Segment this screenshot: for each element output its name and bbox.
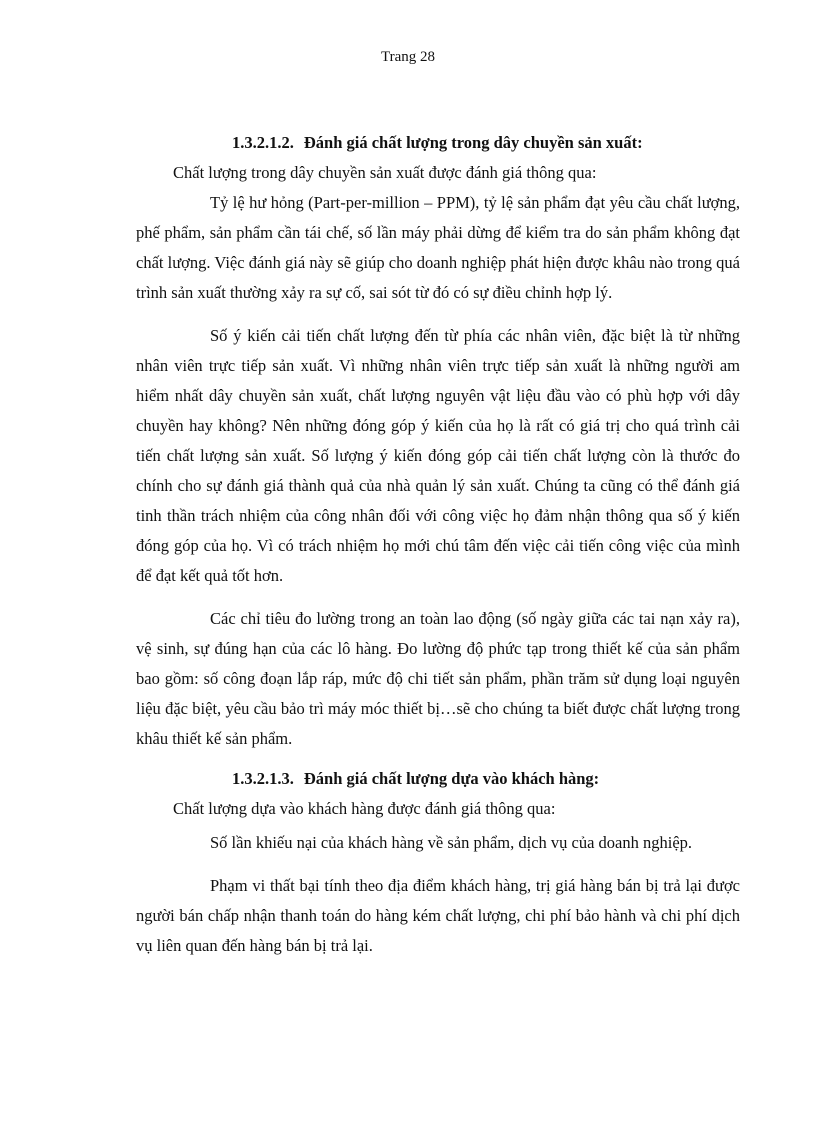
paragraph-complaints: Số lần khiếu nại của khách hàng về sản phẩm, dịch vụ của doanh nghiệp. xyxy=(210,833,693,852)
section-lead: Chất lượng dựa vào khách hàng được đánh giá thông qua: xyxy=(173,799,556,818)
paragraph-defect-rate: Tỷ lệ hư hỏng (Part-per-million – PPM), tỷ lệ sản phẩm đạt yêu cầu chất lượng, phế phẩm, sản phẩm cần tái chế, số lần máy phải dừng để kiểm tra do sản phẩm không đạt chất lượng. Việc đánh giá này sẽ giúp cho doanh nghiệp phát hiện được khâu nào trong quá trình sản xuất thường xảy ra sự cố, sai sót từ đó có sự điều chỉnh hợp lý. xyxy=(136,193,740,302)
section-lead: Chất lượng trong dây chuyền sản xuất được đánh giá thông qua: xyxy=(173,163,597,182)
paragraph-returns: Phạm vi thất bại tính theo địa điểm khách hàng, trị giá hàng bán bị trả lại được người bán chấp nhận thanh toán do hàng kém chất lượng, chi phí bảo hành và chi phí dịch vụ liên quan đến hàng bán bị trả lại. xyxy=(136,876,740,955)
section-heading-1-3-2-1-2 xyxy=(136,128,740,158)
section-heading-1-3-2-1-3 xyxy=(136,764,740,794)
section-title: Đánh giá chất lượng dựa vào khách hàng: xyxy=(303,769,600,788)
section-number: 1.3.2.1.3. xyxy=(232,769,294,788)
page-number-header: Trang 28 xyxy=(380,49,436,65)
document-body xyxy=(136,128,740,961)
paragraph-safety-design-metrics: Các chỉ tiêu đo lường trong an toàn lao động (số ngày giữa các tai nạn xảy ra), vệ sinh, sự đúng hạn của các lô hàng. Đo lường độ phức tạp trong thiết kế của sản phẩm bao gồm: số công đoạn lắp ráp, mức độ chi tiết sản phẩm, phần trăm sử dụng loại nguyên liệu đặc biệt, yêu cầu bảo trì máy móc thiết bị…sẽ cho chúng ta biết được chất lượng trong khâu thiết kế sản phẩm. xyxy=(136,609,740,748)
paragraph-improvement-ideas: Số ý kiến cải tiến chất lượng đến từ phía các nhân viên, đặc biệt là từ những nhân viên trực tiếp sản xuất. Vì những nhân viên trực tiếp sản xuất là những người am hiểm nhất dây chuyền sản xuất, chất lượng nguyên vật liệu đầu vào có phù hợp với dây chuyền hay không? Nên những đóng góp ý kiến của họ là rất có giá trị cho quá trình cải tiến chất lượng sản xuất. Số lượng ý kiến đóng góp cải tiến chất lượng còn là thước đo chính cho sự đánh giá thành quả của nhà quản lý sản xuất. Chúng ta cũng có thể đánh giá tinh thần trách nhiệm của công nhân đối với công việc họ đảm nhận thông qua số ý kiến đóng góp của họ. Vì có trách nhiệm họ mới chú tâm đến việc cải tiến công việc của mình để đạt kết quả tốt hơn. xyxy=(136,326,740,585)
section-number: 1.3.2.1.2. xyxy=(232,133,294,152)
section-title: Đánh giá chất lượng trong dây chuyền sản xuất: xyxy=(303,133,643,152)
